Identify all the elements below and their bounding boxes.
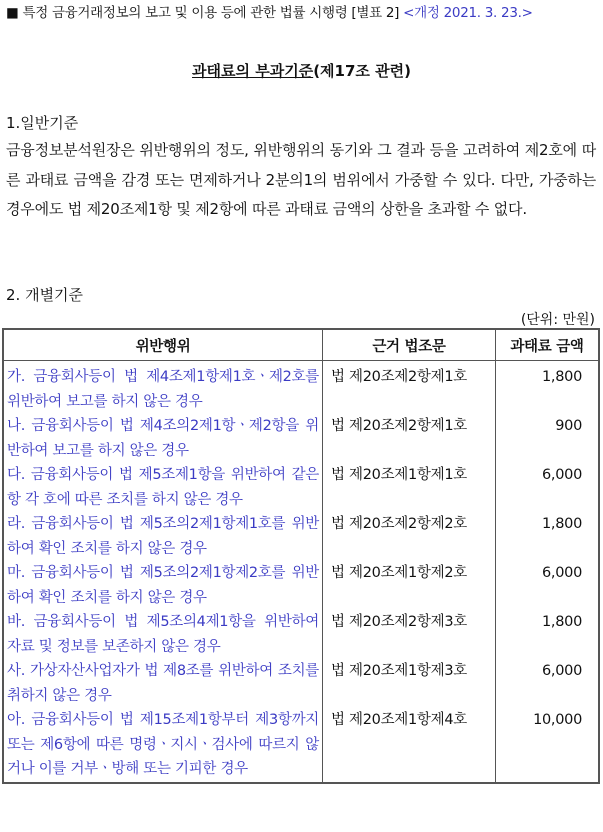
amount-cell: 6,000 — [496, 463, 600, 512]
amount-cell: 900 — [496, 414, 600, 463]
amount-cell: 6,000 — [496, 659, 600, 708]
table-row — [3, 414, 599, 463]
violation-cell[interactable]: 사. 가상자산사업자가 법 제8조를 위반하여 조치를 취하지 않은 경우 — [7, 663, 319, 704]
table-row — [3, 708, 599, 783]
violation-cell[interactable]: 아. 금융회사등이 법 제15조제1항부터 제3항까지 또는 제6항에 따른 명령ㆍ지시ㆍ검사에 따르지 않거나 이를 거부ㆍ방해 또는 기피한 경우 — [7, 712, 319, 777]
header-law: 근거 법조문 — [323, 329, 496, 361]
table-row — [3, 561, 599, 610]
header-violation: 위반행위 — [3, 329, 323, 361]
table-row — [3, 361, 599, 415]
section1-body: 금융정보분석원장은 위반행위의 정도, 위반행위의 동기와 그 결과 등을 고려하여 제2호에 따른 과태료 금액을 감경 또는 면제하거나 2분의1의 범위에서 가중할 수 있다. 다만, 가중하는 경우에도 법 제20조제1항 및 제2항에 따른 과태료 금액의 상한을 초과할 수 없다. — [6, 141, 596, 218]
title-main: 과태료의 부과기준 — [192, 62, 314, 80]
violation-cell[interactable]: 바. 금융회사등이 법 제5조의4제1항을 위반하여 자료 및 정보를 보존하지 않은 경우 — [7, 614, 319, 655]
table-row — [3, 463, 599, 512]
revision-link[interactable]: <개정 2021. 3. 23.> — [403, 5, 533, 21]
amount-cell: 6,000 — [496, 561, 600, 610]
amount-cell: 1,800 — [496, 361, 600, 415]
law-cell: 법 제20조제1항제2호 — [323, 561, 496, 610]
amount-cell: 10,000 — [496, 708, 600, 783]
section1-heading: 1.일반기준 — [6, 114, 79, 132]
header-amount: 과태료 금액 — [496, 329, 600, 361]
violation-cell[interactable]: 마. 금융회사등이 법 제5조의2제1항제2호를 위반하여 확인 조치를 하지 않은 경우 — [7, 565, 319, 606]
bullet-square-icon: ■ — [6, 5, 19, 21]
page-title — [0, 60, 603, 81]
violation-cell[interactable]: 가. 금융회사등이 법 제4조제1항제1호ㆍ제2호를 위반하여 보고를 하지 않은 경우 — [7, 369, 319, 410]
table-header-row — [3, 329, 599, 361]
violation-cell[interactable]: 나. 금융회사등이 법 제4조의2제1항ㆍ제2항을 위반하여 보고를 하지 않은 경우 — [7, 418, 319, 459]
law-cell: 법 제20조제1항제4호 — [323, 708, 496, 783]
header-text: 특정 금융거래정보의 보고 및 이용 등에 관한 법률 시행령 [별표 2] — [22, 5, 400, 21]
document-header — [6, 1, 533, 21]
amount-cell: 1,800 — [496, 512, 600, 561]
law-cell: 법 제20조제2항제1호 — [323, 414, 496, 463]
law-cell: 법 제20조제2항제1호 — [323, 361, 496, 415]
title-sub: (제17조 관련) — [313, 62, 411, 80]
table-row — [3, 512, 599, 561]
amount-cell: 1,800 — [496, 610, 600, 659]
table-row — [3, 659, 599, 708]
table-row — [3, 610, 599, 659]
law-cell: 법 제20조제2항제2호 — [323, 512, 496, 561]
unit-label: (단위: 만원) — [520, 312, 595, 328]
law-cell: 법 제20조제1항제3호 — [323, 659, 496, 708]
penalty-table — [2, 328, 600, 784]
law-cell: 법 제20조제1항제1호 — [323, 463, 496, 512]
section2-heading: 2. 개별기준 — [6, 286, 84, 304]
law-cell: 법 제20조제2항제3호 — [323, 610, 496, 659]
violation-cell[interactable]: 다. 금융회사등이 법 제5조제1항을 위반하여 같은 항 각 호에 따른 조치를 하지 않은 경우 — [7, 467, 319, 508]
violation-cell[interactable]: 라. 금융회사등이 법 제5조의2제1항제1호를 위반하여 확인 조치를 하지 않은 경우 — [7, 516, 319, 557]
